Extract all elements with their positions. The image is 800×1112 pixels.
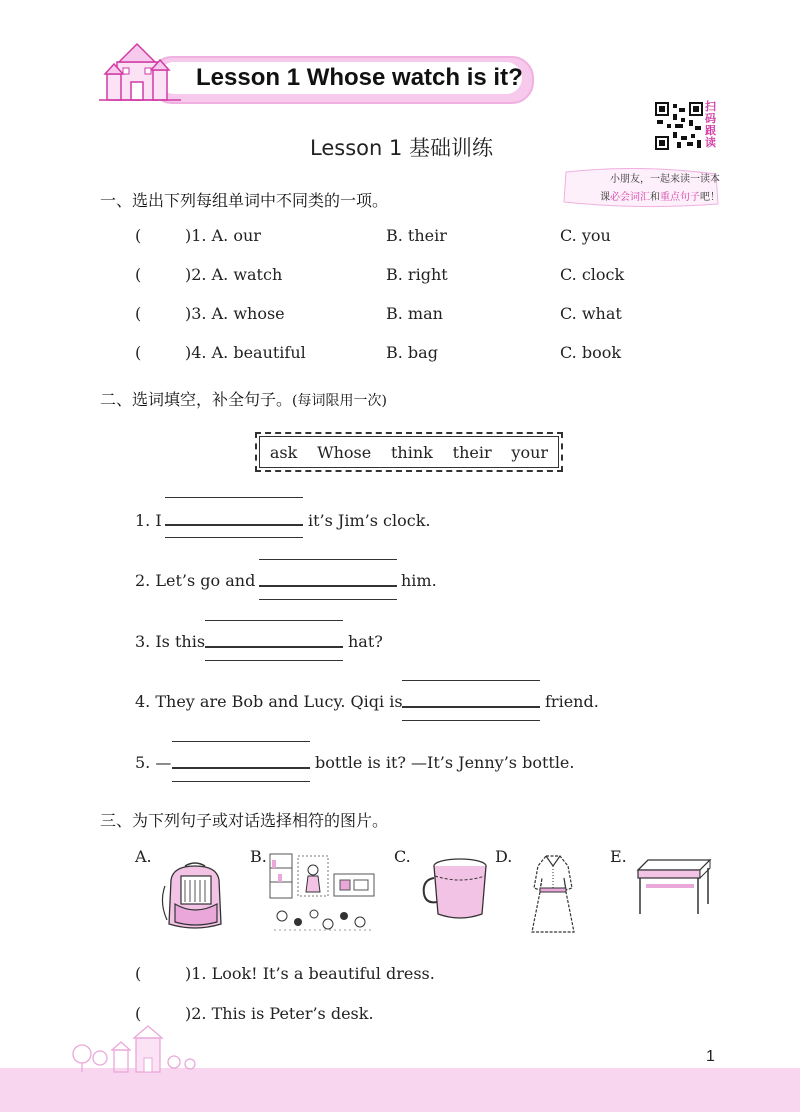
s1-b-1: B. their xyxy=(386,226,447,245)
s2-before-2: 2. Let’s go and xyxy=(135,571,256,590)
answer-blank-3[interactable] xyxy=(205,620,343,660)
word-whose: Whose xyxy=(317,442,372,462)
cup-icon xyxy=(422,856,494,922)
section1-title: 一、选出下列每组单词中不同类的一项。 xyxy=(100,191,389,210)
word-their: their xyxy=(452,442,492,462)
word-ask: ask xyxy=(269,442,298,462)
s3-q-1: )1. Look! It’s a beautiful dress. xyxy=(185,964,435,983)
page-title: Lesson 1 Whose watch is it? xyxy=(196,64,523,91)
s2-before-5: 5. — xyxy=(135,753,172,772)
s1-q-1: )1. A. our xyxy=(185,226,261,245)
qr-label: 扫 码 跟 读 xyxy=(705,100,716,149)
option-c-label: C. xyxy=(394,847,411,866)
s2-before-1: 1. I xyxy=(135,511,162,530)
s1-paren-1: ( xyxy=(135,226,142,245)
dress-icon xyxy=(528,852,578,936)
s3-q-2: )2. This is Peter’s desk. xyxy=(185,1004,374,1023)
s1-c-2: C. clock xyxy=(560,265,625,284)
backpack-icon xyxy=(155,862,235,934)
page-number: 1 xyxy=(706,1048,715,1065)
footer-band xyxy=(0,1068,800,1112)
s1-q-2: )2. A. watch xyxy=(185,265,283,284)
s2-after-4: friend. xyxy=(545,692,599,711)
s1-paren-3: ( xyxy=(135,304,142,323)
lesson-subtitle: Lesson 1 基础训练 xyxy=(310,136,494,160)
section2-title: 二、选词填空，补全句子。(每词限用一次) xyxy=(100,390,387,409)
footer-town-icon xyxy=(70,1024,200,1074)
qr-code-icon[interactable] xyxy=(655,102,703,150)
option-b-label: B. xyxy=(250,847,267,866)
s3-paren-2: ( xyxy=(135,1004,142,1023)
s2-before-3: 3. Is this xyxy=(135,632,206,651)
word-box xyxy=(259,436,559,468)
desk-icon xyxy=(634,856,714,918)
s1-b-2: B. right xyxy=(386,265,448,284)
s1-c-4: C. book xyxy=(560,343,622,362)
word-your: your xyxy=(511,442,549,462)
s1-paren-4: ( xyxy=(135,343,142,362)
tip-text: 小朋友，一起来读一读本 课必会词汇和重点句子吧！ xyxy=(600,174,720,203)
s2-before-4: 4. They are Bob and Lucy. Qiqi is xyxy=(135,692,403,711)
answer-blank-4[interactable] xyxy=(402,680,540,720)
s2-after-5: bottle is it? —It’s Jenny’s bottle. xyxy=(315,753,575,772)
option-e-label: E. xyxy=(610,847,627,866)
word-think: think xyxy=(391,442,433,462)
s1-q-3: )3. A. whose xyxy=(185,304,285,323)
s1-c-1: C. you xyxy=(560,226,611,245)
option-a-label: A. xyxy=(135,847,152,866)
answer-blank-5[interactable] xyxy=(172,741,310,781)
room-scene-icon xyxy=(268,852,378,934)
s1-b-4: B. bag xyxy=(386,343,438,362)
s1-q-4: )4. A. beautiful xyxy=(185,343,306,362)
s1-c-3: C. what xyxy=(560,304,622,323)
s2-after-1: it’s Jim’s clock. xyxy=(308,511,431,530)
answer-blank-1[interactable] xyxy=(165,497,303,537)
s2-after-3: hat? xyxy=(348,632,383,651)
s1-b-3: B. man xyxy=(386,304,443,323)
option-d-label: D. xyxy=(495,847,513,866)
castle-icon xyxy=(95,40,185,110)
answer-blank-2[interactable] xyxy=(259,559,397,599)
section3-title: 三、为下列句子或对话选择相符的图片。 xyxy=(100,811,389,830)
s1-paren-2: ( xyxy=(135,265,142,284)
s3-paren-1: ( xyxy=(135,964,142,983)
s2-after-2: him. xyxy=(401,571,437,590)
